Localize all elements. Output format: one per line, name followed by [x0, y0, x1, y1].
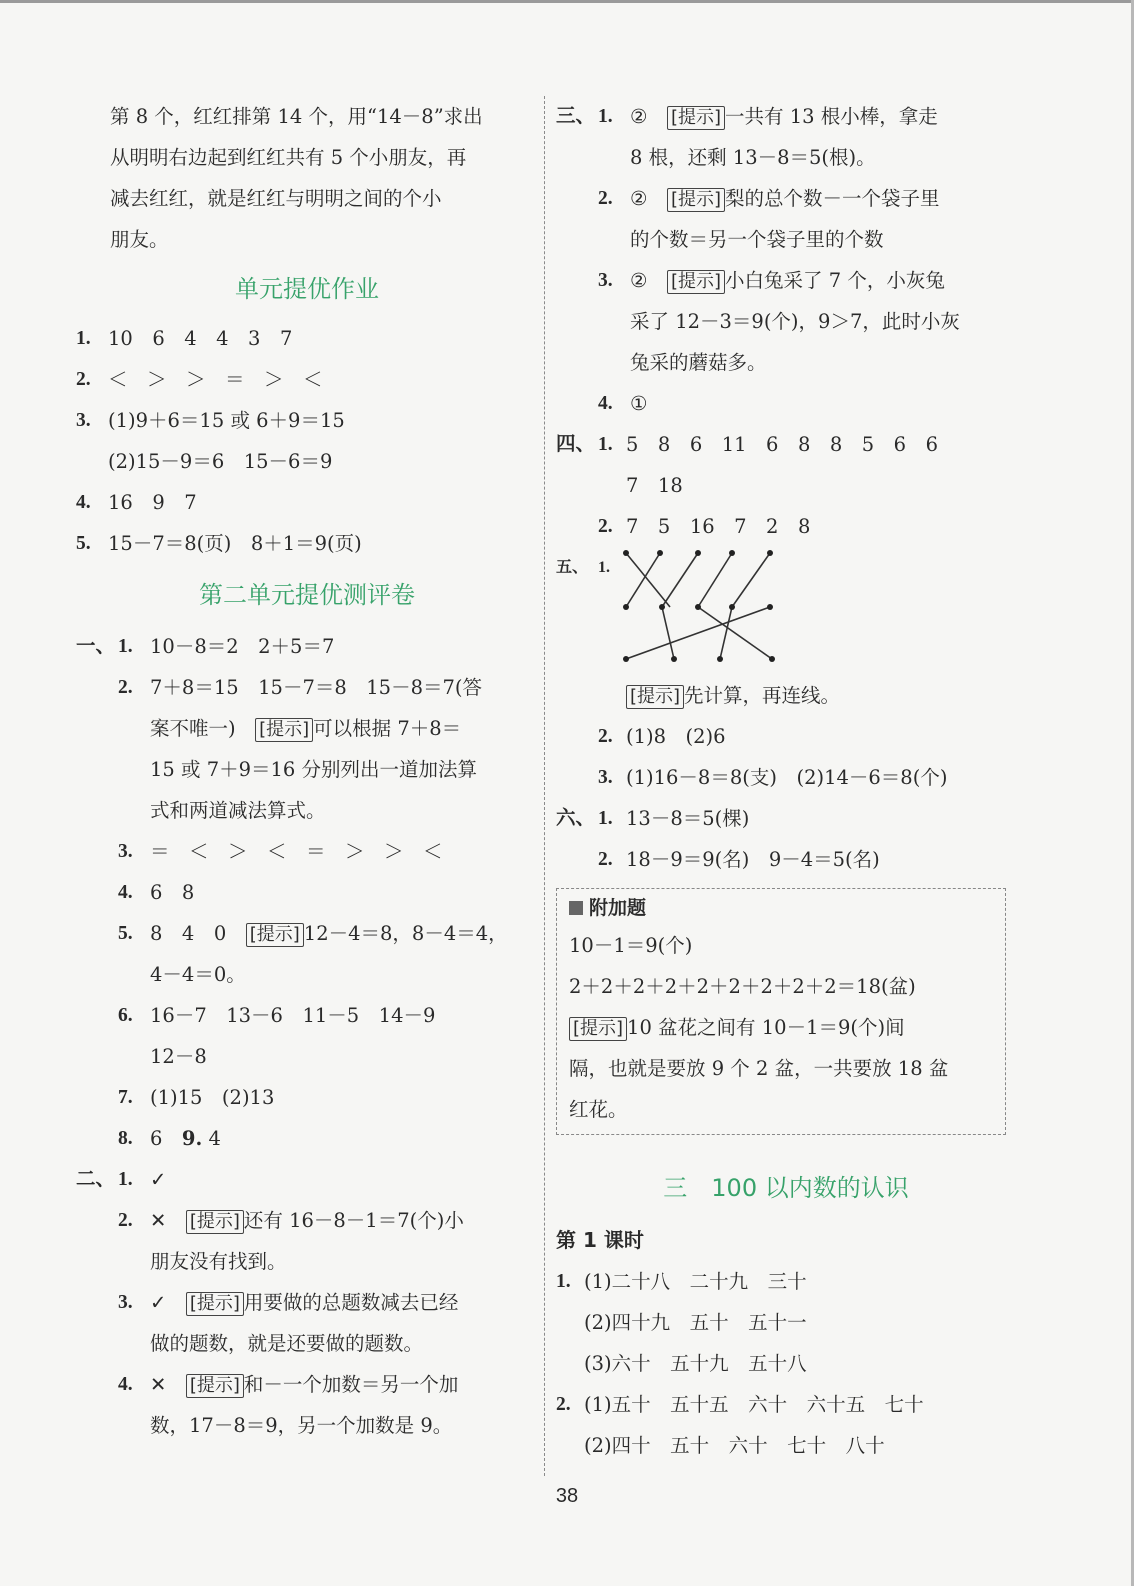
answer-line: 8. 6 9. 4: [118, 1127, 221, 1150]
hint-tag: [提示]: [626, 685, 684, 709]
answer-line: 6. 16－7 13－6 11－5 14－9: [118, 1004, 436, 1027]
lesson-title: 第 1 课时: [556, 1228, 644, 1252]
bonus-line: 红花。: [569, 1098, 628, 1121]
bonus-line: 10－1＝9(个): [569, 934, 693, 957]
answer-line: 2. (1)8 (2)6: [598, 725, 726, 748]
answer-line: 2. (1)五十 五十五 六十 六十五 七十: [556, 1393, 924, 1416]
hint-tag: [提示]: [186, 1210, 244, 1234]
matching-graph-row: 五、 1.: [556, 547, 1016, 675]
answer-line: 4. 6 8: [118, 881, 195, 904]
left-column: [76, 96, 538, 1446]
match-dot: [729, 550, 735, 556]
answer-line: (2)四十 五十 六十 七十 八十: [584, 1434, 885, 1457]
bonus-line: 隔，也就是要放 9 个 2 盆，一共要放 18 盆: [569, 1057, 949, 1080]
answer-line: 3. (1)16－8＝8(支) (2)14－6＝8(个): [598, 766, 948, 789]
answer-line: (2)15－9＝6 15－6＝9: [108, 450, 333, 473]
match-dot: [623, 604, 629, 610]
match-line: [698, 553, 732, 607]
answer-line: 4－4＝0。: [150, 963, 246, 986]
match-dot: [623, 550, 629, 556]
match-line: [698, 607, 772, 659]
chapter-title: 三 100 以内数的认识: [663, 1174, 909, 1202]
hint-tag: [提示]: [255, 718, 313, 742]
matching-lines-diagram: [620, 547, 780, 673]
answer-line: 4. ①: [598, 392, 648, 415]
hint-tag: [提示]: [186, 1292, 244, 1316]
answer-line: 做的题数，就是还要做的题数。: [150, 1332, 424, 1355]
intro-line: 第 8 个，红红排第 14 个，用“14－8”求出: [110, 105, 483, 128]
answer-line: 8 根，还剩 13－8＝5(根)。: [630, 146, 876, 169]
hint-tag: [提示]: [569, 1017, 627, 1041]
answer-line: 3. (1)9＋6＝15 或 6＋9＝15: [76, 409, 345, 432]
answer-line: 2. 7＋8＝15 15－7＝8 15－8＝7(答: [118, 676, 482, 699]
bonus-line: [提示] 10 盆花之间有 10－1＝9(个)间: [569, 1007, 993, 1048]
answer-line: 15 或 7＋9＝16 分别列出一道加法算: [150, 758, 478, 781]
answer-line: 数，17－8＝9，另一个加数是 9。: [150, 1414, 453, 1437]
hint-tag: [提示]: [186, 1374, 244, 1398]
match-dot: [657, 550, 663, 556]
match-dot: [695, 604, 701, 610]
match-dot: [671, 656, 677, 662]
answer-line: 六、 1. 13－8＝5(棵): [556, 807, 750, 830]
hint-tag: [提示]: [246, 923, 304, 947]
match-dot: [695, 550, 701, 556]
page-top-edge: [0, 0, 1134, 3]
answer-line: (3)六十 五十九 五十八: [584, 1352, 807, 1375]
hint-tag: [提示]: [667, 106, 725, 130]
answer-line: 兔采的蘑菇多。: [630, 351, 767, 374]
answer-line: 二、 1. ✓: [76, 1168, 167, 1191]
answer-line: [提示] 先计算，再连线。: [556, 675, 1016, 716]
match-line: [732, 553, 770, 607]
match-dot: [623, 656, 629, 662]
match-dot: [767, 604, 773, 610]
bonus-marker-icon: [569, 901, 583, 915]
answer-line: 案不唯一) [提示] 可以根据 7＋8＝: [150, 717, 462, 740]
match-line: [626, 553, 670, 607]
answer-line: 2. 18－9＝9(名) 9－4＝5(名): [598, 848, 880, 871]
intro-line: 从明明右边起到红红共有 5 个小朋友，再: [110, 146, 467, 169]
bonus-line: 2＋2＋2＋2＋2＋2＋2＋2＋2＝18(盆): [569, 975, 916, 998]
answer-line: 朋友没有找到。: [150, 1250, 287, 1273]
match-dot: [769, 656, 775, 662]
answer-line: 一、 1. 10－8＝2 2＋5＝7: [76, 635, 335, 658]
answer-line: 的个数＝另一个袋子里的个数: [630, 228, 884, 251]
answer-line: 2. 7 5 16 7 2 8: [598, 515, 811, 538]
match-line: [662, 553, 698, 607]
unit-homework-title: 单元提优作业: [235, 275, 379, 303]
page-number: 38: [555, 1485, 579, 1507]
bonus-title: 附加题: [569, 891, 993, 925]
answer-line: 4. ✕ [提示] 和－一个加数＝另一个加: [118, 1373, 459, 1396]
answer-line: 三、 1. ② [提示] 一共有 13 根小棒，拿走: [556, 105, 938, 128]
answer-line: 7 18: [626, 474, 683, 497]
right-column: [556, 96, 1016, 1466]
match-line: [662, 607, 674, 659]
match-line: [720, 607, 732, 659]
answer-line: 2. ② [提示] 梨的总个数－一个袋子里: [598, 187, 940, 210]
answer-line: 2. ＜ ＞ ＞ ＝ ＞ ＜: [76, 368, 323, 391]
hint-tag: [提示]: [667, 188, 725, 212]
answer-line: 3. ＝ ＜ ＞ ＜ ＝ ＞ ＞ ＜: [118, 840, 443, 863]
answer-line: 12－8: [150, 1045, 207, 1068]
bonus-question-box: [556, 888, 1006, 1135]
answer-line: 5. 8 4 0 [提示] 12－4＝8，8－4＝4，: [118, 922, 508, 945]
match-dot: [659, 604, 665, 610]
intro-line: 朋友。: [110, 228, 169, 251]
match-line: [626, 607, 770, 659]
answer-line: 3. ✓ [提示] 用要做的总题数减去已经: [118, 1291, 459, 1314]
answer-line: 采了 12－3＝9(个)，9＞7，此时小灰: [630, 310, 960, 333]
answer-line: 式和两道减法算式。: [150, 799, 326, 822]
answer-line: 4. 16 9 7: [76, 491, 197, 514]
answer-line: 5. 15－7＝8(页) 8＋1＝9(页): [76, 532, 362, 555]
match-dot: [717, 656, 723, 662]
answer-line: 3. ② [提示] 小白兔采了 7 个，小灰兔: [598, 269, 945, 292]
match-dot: [729, 604, 735, 610]
answer-line: 7. (1)15 (2)13: [118, 1086, 275, 1109]
answer-line: 2. ✕ [提示] 还有 16－8－1＝7(个)小: [118, 1209, 464, 1232]
answer-line: 1. 10 6 4 4 3 7: [76, 327, 293, 350]
unit-test-title: 第二单元提优测评卷: [199, 581, 415, 609]
answer-line: (2)四十九 五十 五十一: [584, 1311, 807, 1334]
answer-line: 1. (1)二十八 二十九 三十: [556, 1270, 807, 1293]
match-line: [626, 553, 660, 607]
column-divider: [544, 96, 545, 1476]
hint-tag: [提示]: [667, 270, 725, 294]
match-dot: [767, 550, 773, 556]
intro-line: 减去红红，就是红红与明明之间的个小: [110, 187, 442, 210]
answer-line: 四、 1. 5 8 6 11 6 8 8 5 6 6: [556, 433, 938, 456]
